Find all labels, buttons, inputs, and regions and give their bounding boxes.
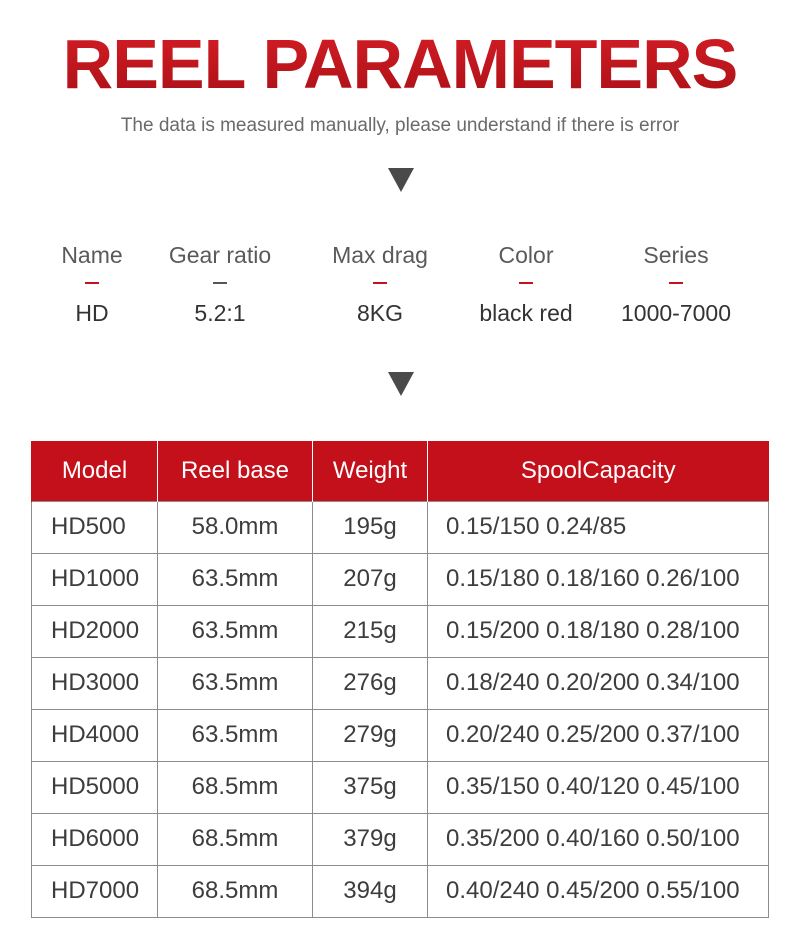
page-title: REEL PARAMETERS (0, 22, 800, 106)
table-header-row (32, 441, 769, 501)
column-header-spool-capacity: SpoolCapacity (428, 441, 769, 501)
cell-weight: 379g (313, 813, 428, 865)
table-row (32, 813, 769, 865)
page-subtitle: The data is measured manually, please understand if there is error (120, 115, 680, 136)
down-arrow-icon (388, 168, 414, 192)
cell-spool-capacity: 0.40/240 0.45/200 0.55/100 (428, 865, 769, 917)
cell-model: HD4000 (32, 709, 158, 761)
table-row (32, 865, 769, 917)
cell-reel-base: 68.5mm (158, 813, 313, 865)
spec-max-drag (300, 236, 460, 328)
spec-value: 8KG (356, 300, 404, 326)
spec-series (596, 236, 756, 328)
dash-divider (373, 282, 387, 284)
cell-weight: 394g (313, 865, 428, 917)
dash-divider (669, 282, 683, 284)
spec-label: Max drag (332, 242, 428, 268)
cell-spool-capacity: 0.15/150 0.24/85 (428, 501, 769, 553)
cell-model: HD500 (32, 501, 158, 553)
cell-model: HD6000 (32, 813, 158, 865)
cell-reel-base: 63.5mm (158, 657, 313, 709)
cell-spool-capacity: 0.18/240 0.20/200 0.34/100 (428, 657, 769, 709)
spec-value: 5.2:1 (194, 300, 246, 326)
table-row (32, 657, 769, 709)
cell-weight: 215g (313, 605, 428, 657)
dash-divider (85, 282, 99, 284)
cell-model: HD3000 (32, 657, 158, 709)
cell-model: HD1000 (32, 553, 158, 605)
spec-label: Color (498, 242, 554, 268)
parameters-table (31, 441, 769, 918)
cell-model: HD7000 (32, 865, 158, 917)
dash-divider (213, 282, 227, 284)
cell-weight: 276g (313, 657, 428, 709)
spec-color (446, 236, 606, 328)
spec-label: Series (643, 242, 709, 268)
table-row (32, 501, 769, 553)
cell-model: HD2000 (32, 605, 158, 657)
column-header-model: Model (32, 441, 158, 501)
cell-spool-capacity: 0.15/180 0.18/160 0.26/100 (428, 553, 769, 605)
table-row (32, 761, 769, 813)
cell-reel-base: 63.5mm (158, 605, 313, 657)
spec-summary (0, 236, 800, 346)
cell-spool-capacity: 0.15/200 0.18/180 0.28/100 (428, 605, 769, 657)
cell-reel-base: 63.5mm (158, 709, 313, 761)
cell-reel-base: 68.5mm (158, 761, 313, 813)
cell-reel-base: 58.0mm (158, 501, 313, 553)
cell-spool-capacity: 0.35/200 0.40/160 0.50/100 (428, 813, 769, 865)
cell-weight: 207g (313, 553, 428, 605)
spec-value: HD (75, 300, 109, 326)
table-row (32, 605, 769, 657)
cell-reel-base: 63.5mm (158, 553, 313, 605)
spec-gear-ratio (140, 236, 300, 328)
spec-value: black red (479, 300, 573, 326)
cell-weight: 195g (313, 501, 428, 553)
cell-reel-base: 68.5mm (158, 865, 313, 917)
cell-spool-capacity: 0.35/150 0.40/120 0.45/100 (428, 761, 769, 813)
spec-label: Name (61, 242, 123, 268)
column-header-weight: Weight (313, 441, 428, 501)
cell-weight: 279g (313, 709, 428, 761)
down-arrow-icon (388, 372, 414, 396)
cell-model: HD5000 (32, 761, 158, 813)
spec-label: Gear ratio (168, 242, 272, 268)
dash-divider (519, 282, 533, 284)
table-row (32, 553, 769, 605)
spec-value: 1000-7000 (621, 300, 731, 326)
cell-spool-capacity: 0.20/240 0.25/200 0.37/100 (428, 709, 769, 761)
cell-weight: 375g (313, 761, 428, 813)
column-header-reel-base: Reel base (158, 441, 313, 501)
table-row (32, 709, 769, 761)
